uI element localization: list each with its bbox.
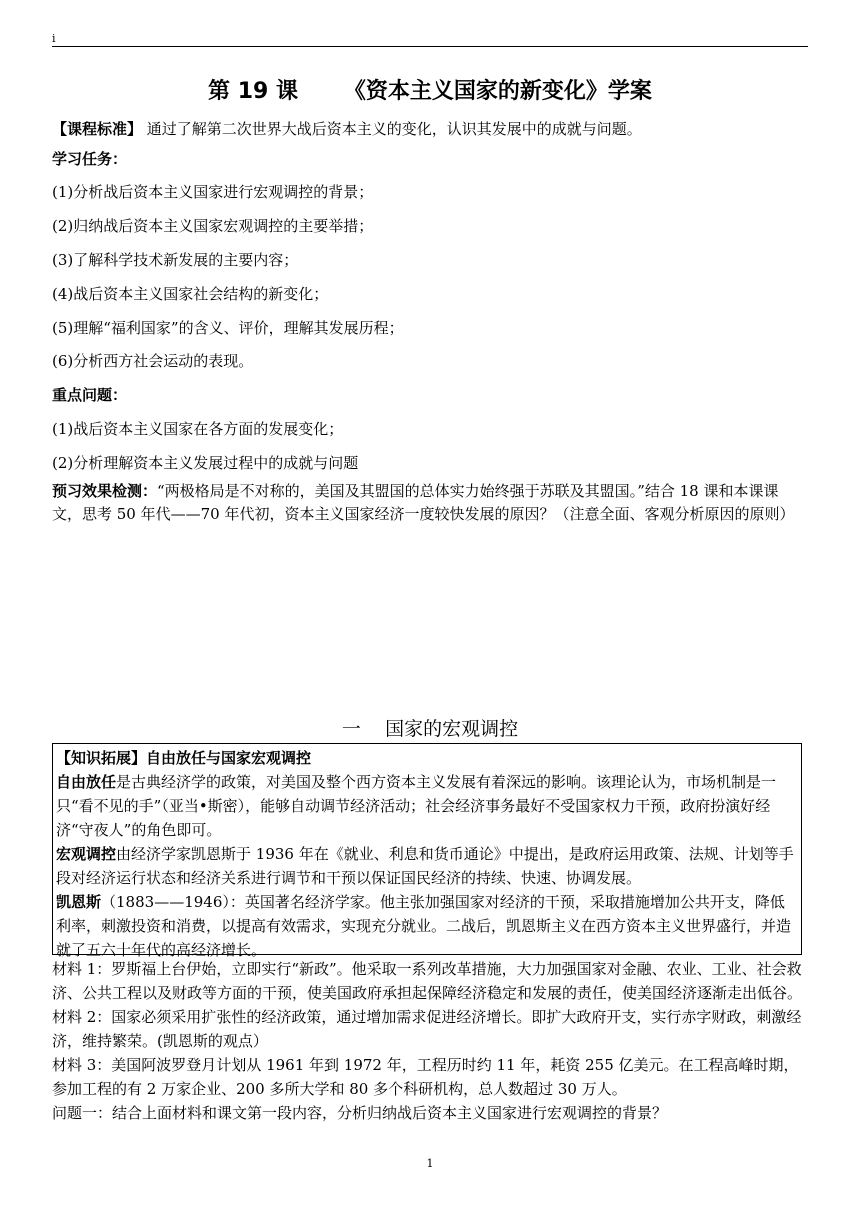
key-issue-item: (2)分析理解资本主义发展过程中的成就与问题 [52, 454, 359, 472]
knowledge-paragraph [56, 890, 798, 962]
task-item: (3)了解科学技术新发展的主要内容； [52, 251, 299, 269]
term-label: 凯恩斯 [56, 893, 102, 911]
material-item: 材料 3：美国阿波罗登月计划从 1961 年到 1972 年，工程历时约 11 年，耗资 255 亿美元。在工程高峰时期，参加工程的有 2 万家企业、200 多所大学和 80 多个科研机构，总人数超过 30 万人。 [52, 1056, 799, 1098]
task-item: (1)分析战后资本主义国家进行宏观调控的背景； [52, 183, 374, 201]
preview-check [52, 480, 808, 526]
preview-text: “两极格局是不对称的，美国及其盟国的总体实力始终强于苏联及其盟国。”结合 18 课和本课课文，思考 50 年代——70 年代初，资本主义国家经济一度较快发展的原因？（注意全面、客观分析原因的原则） [52, 482, 795, 523]
tasks-heading: 学习任务： [52, 150, 128, 168]
term-text: 是古典经济学的政策，对美国及整个西方资本主义发展有着深远的影响。该理论认为，市场机制是一只“看不见的手”（亚当•斯密），能够自动调节经济活动；社会经济事务最好不受国家权力干预，政府扮演好经济“守夜人”的角色即可。 [56, 773, 777, 839]
task-item: (4)战后资本主义国家社会结构的新变化； [52, 285, 329, 303]
course-standard-text: 通过了解第二次世界大战后资本主义的变化，认识其发展中的成就与问题。 [142, 120, 642, 138]
term-text: 由经济学家凯恩斯于 1936 年在《就业、利息和货币通论》中提出，是政府运用政策、法规、计划等手段对经济运行状态和经济关系进行调节和干预以保证国民经济的持续、快速、协调发展。 [56, 845, 794, 887]
preview-label: 预习效果检测： [52, 482, 158, 500]
task-item: (6)分析西方社会运动的表现。 [52, 352, 254, 370]
question-item: 问题一：结合上面材料和课文第一段内容，分析归纳战后资本主义国家进行宏观调控的背景？ [52, 1104, 668, 1122]
knowledge-paragraph [56, 770, 798, 842]
term-label: 宏观调控 [56, 845, 117, 863]
header-rule [52, 46, 808, 47]
material-item: 材料 1：罗斯福上台伊始，立即实行“新政”。他采取一系列改革措施，大力加强国家对金融、农业、工业、社会救济、公共工程以及财政等方面的干预，使美国政府承担起保障经济稳定和发展的责任，使美国经济逐渐走出低谷。 [52, 960, 803, 1002]
term-text: （1883——1946）：英国著名经济学家。他主张加强国家对经济的干预，采取措施增加公共开支，降低利率，刺激投资和消费，以提高有效需求，实现充分就业。二战后，凯恩斯主义在西方资本主义世界盛行，并造就了五六十年代的高经济增长。 [56, 893, 792, 959]
header-mark: i [52, 32, 56, 45]
page-title: 第 19 课 《资本主义国家的新变化》学案 [208, 79, 652, 104]
course-standard-label: 【课程标准】 [52, 120, 143, 138]
task-item: (2)归纳战后资本主义国家宏观调控的主要举措； [52, 217, 374, 235]
key-issues-heading: 重点问题： [52, 386, 128, 404]
knowledge-box [52, 743, 802, 959]
task-item: (5)理解“福利国家”的含义、评价，理解其发展历程； [52, 319, 404, 337]
knowledge-box-heading: 【知识拓展】自由放任与国家宏观调控 [56, 749, 312, 767]
page-number: 1 [426, 1157, 434, 1170]
knowledge-paragraph [56, 842, 798, 890]
section-title: 一 国家的宏观调控 [341, 718, 519, 740]
course-standard [52, 119, 642, 139]
material-item: 材料 2：国家必须采用扩张性的经济政策，通过增加需求促进经济增长。即扩大政府开支，实行赤字财政，刺激经济，维持繁荣。(凯恩斯的观点） [52, 1008, 802, 1050]
key-issue-item: (1)战后资本主义国家在各方面的发展变化； [52, 420, 344, 438]
materials [52, 957, 808, 1125]
term-label: 自由放任 [56, 773, 117, 791]
